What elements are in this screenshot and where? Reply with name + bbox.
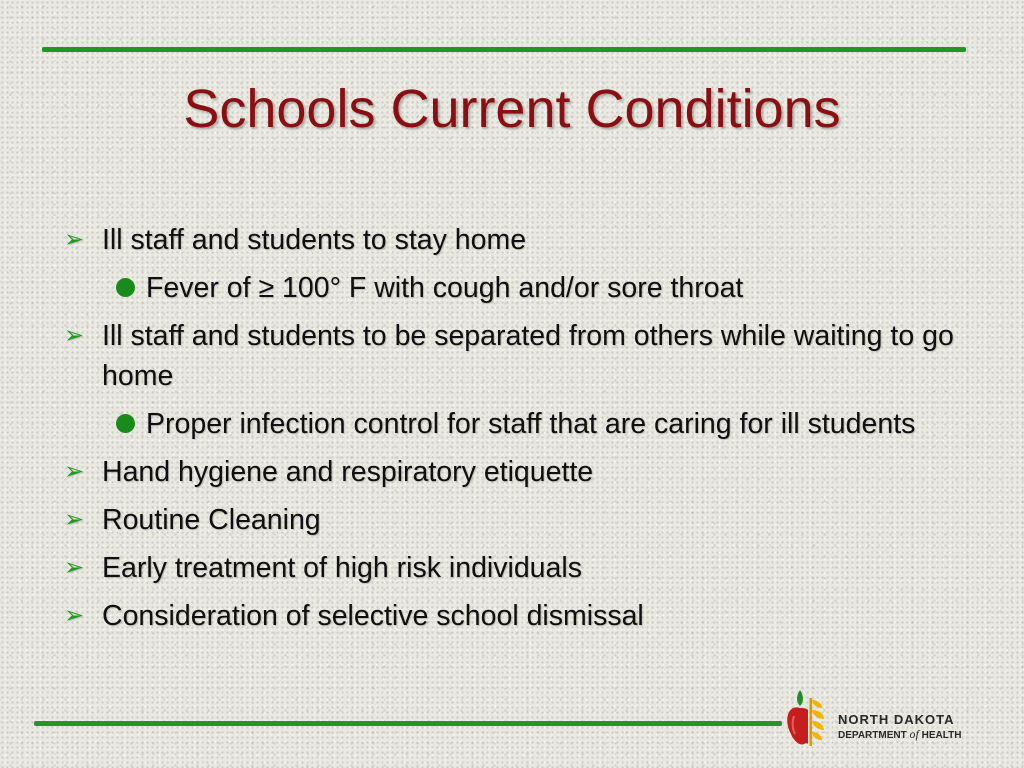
arrow-bullet-icon: ➢ [64,226,85,253]
bullet-item [64,596,964,636]
sub-bullet-item [64,404,964,444]
bullet-text: Hand hygiene and respiratory etiquette [102,456,594,488]
bullet-list [64,220,964,644]
arrow-bullet-icon: ➢ [64,506,85,533]
bullet-item [64,220,964,260]
slide-title: Schools Current Conditions [183,79,841,139]
top-divider [42,47,966,52]
dot-bullet-icon [116,414,135,433]
logo-wordmark: NORTH DAKOTA DEPARTMENT of HEALTH [838,712,962,741]
bullet-item [64,500,964,540]
bullet-text: Consideration of selective school dismissal [102,600,644,632]
bottom-divider [34,721,782,726]
bullet-text: Early treatment of high risk individuals [102,552,582,584]
arrow-bullet-icon: ➢ [64,458,85,485]
bullet-text: Ill staff and students to be separated from others while waiting to go home [102,320,954,392]
dot-bullet-icon [116,278,135,297]
bullet-item [64,548,964,588]
sub-bullet-item [64,268,964,308]
bullet-text: Ill staff and students to stay home [102,224,527,256]
arrow-bullet-icon: ➢ [64,322,85,349]
sub-bullet-text: Proper infection control for staff that are caring for ill students [146,408,916,440]
arrow-bullet-icon: ➢ [64,554,85,581]
nd-health-logo [786,688,1016,754]
sub-bullet-text: Fever of ≥ 100° F with cough and/or sore throat [146,272,744,304]
bullet-item [64,316,964,396]
bullet-text: Routine Cleaning [102,504,321,536]
apple-wheat-icon [786,688,834,754]
bullet-item [64,452,964,492]
arrow-bullet-icon: ➢ [64,602,85,629]
